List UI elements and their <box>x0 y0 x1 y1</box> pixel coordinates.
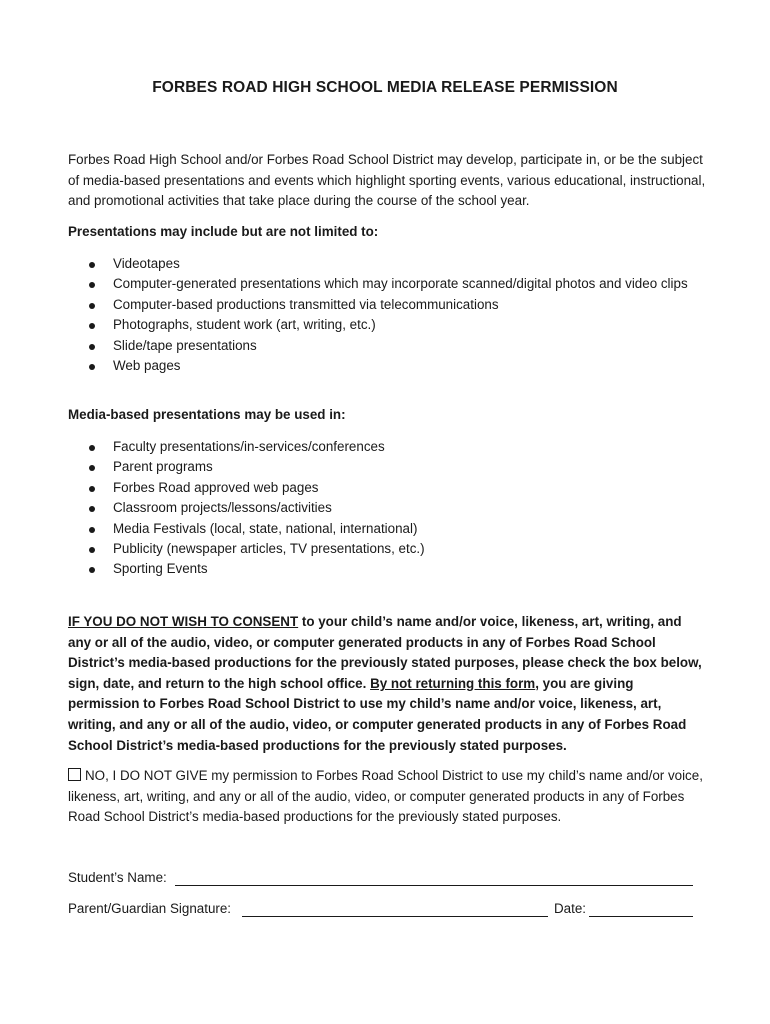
presentations-list <box>68 254 698 376</box>
consent-mid: By not returning this form <box>370 675 536 691</box>
optout-text: NO, I DO NOT GIVE my permission to Forbes Road School District to use my child’s name and/or voice, likeness, art, writing, and any or all of the audio, video, or computer generated products in any of Forbes Road School District’s media-based productions for the previously stated purposes. <box>68 768 703 825</box>
bullet-icon <box>89 282 95 288</box>
list-item: Forbes Road approved web pages <box>68 478 698 498</box>
signature-field[interactable] <box>242 901 548 917</box>
optout-statement <box>68 766 708 828</box>
student-name-label: Student’s Name: <box>68 870 167 885</box>
signature-label: Parent/Guardian Signature: <box>68 901 232 916</box>
bullet-icon <box>89 527 95 533</box>
consent-paragraph <box>68 612 708 756</box>
intro-paragraph: Forbes Road High School and/or Forbes Road School District may develop, participate in, or be the subject of media-based presentations and events which highlight sporting events, various educational, instructional, and promotional activities that take place during the course of the school year. <box>68 152 706 209</box>
list-item: Slide/tape presentations <box>68 336 698 356</box>
consent-lead: IF YOU DO NOT WISH TO CONSENT <box>68 614 299 629</box>
date-field[interactable] <box>589 901 693 917</box>
bullet-icon <box>89 465 95 471</box>
list-item: Photographs, student work (art, writing, etc.) <box>68 315 698 335</box>
list-item: Computer-generated presentations which may incorporate scanned/digital photos and video clips <box>68 274 698 294</box>
bullet-icon <box>89 506 95 512</box>
list-item: Publicity (newspaper articles, TV presentations, etc.) <box>68 539 698 559</box>
bullet-icon <box>89 344 95 350</box>
page-title: FORBES ROAD HIGH SCHOOL MEDIA RELEASE PERMISSION <box>152 79 618 96</box>
list-item: Videotapes <box>68 254 698 274</box>
list-item: Computer-based productions transmitted via telecommunications <box>68 295 698 315</box>
date-label: Date: <box>554 901 587 916</box>
bullet-icon <box>89 567 95 573</box>
optout-checkbox[interactable] <box>68 768 81 781</box>
bullet-icon <box>89 547 95 553</box>
list-item: Sporting Events <box>68 559 698 579</box>
presentations-heading: Presentations may include but are not limited to: <box>68 224 379 239</box>
bullet-icon <box>89 486 95 492</box>
bullet-icon <box>89 323 95 329</box>
bullet-icon <box>89 364 95 370</box>
student-name-field[interactable] <box>175 870 693 886</box>
consent-text-a: to your child’s name and/or voice, likeness, art, writing, and any or all of the audio, video, or computer generated products in any of Forbes Road School District’s media-based productions for the previously stated purposes, please check the box below, sign, date, and return to the high school office. <box>68 614 702 691</box>
signature-row <box>68 901 694 921</box>
list-item: Classroom projects/lessons/activities <box>68 498 698 518</box>
bullet-icon <box>89 262 95 268</box>
bullet-icon <box>89 303 95 309</box>
list-item: Web pages <box>68 356 698 376</box>
list-item: Media Festivals (local, state, national, international) <box>68 519 698 539</box>
uses-list <box>68 437 698 580</box>
bullet-icon <box>89 445 95 451</box>
student-name-row <box>68 870 694 890</box>
list-item: Faculty presentations/in-services/conferences <box>68 437 698 457</box>
uses-heading: Media-based presentations may be used in: <box>68 407 346 422</box>
consent-text-b: , you are giving permission to Forbes Road School District to use my child’s name and/or voice, likeness, art, writing, and any or all of the audio, video, or computer generated products in any of Forbes Road School District’s media-based productions for the previously stated purposes. <box>68 675 687 753</box>
list-item: Parent programs <box>68 457 698 477</box>
